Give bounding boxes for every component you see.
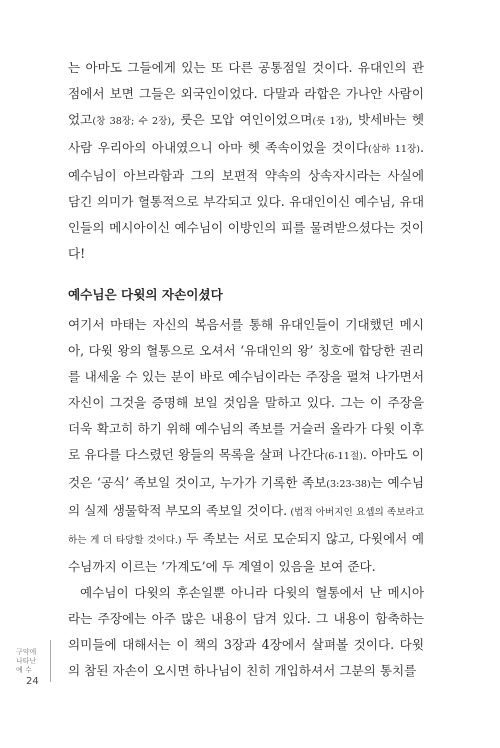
page-number: 24 (26, 676, 39, 687)
running-title-line: 구약에 (16, 648, 37, 656)
text-run: , 룻은 모압 여인이었으며 (171, 112, 313, 127)
paragraph (68, 312, 424, 580)
verse-reference: (6-11절) (324, 451, 363, 462)
text-run: 는 아마도 그들에게 있는 또 다른 공통점일 것이다. 유대인의 관점에서 보면 그들은 외국인이었다. 다말과 라합은 가나안 사람이었고 (68, 60, 424, 127)
section-heading: 예수님은 다윗의 자손이셨다 (68, 287, 223, 302)
text-run: 두 족보는 서로 모순되지 않고, 다윗에서 예수님까지 이르는 ‘가계도’에 두 계열이 있음을 보여 준다. (68, 531, 425, 574)
paragraph (68, 55, 424, 267)
citation-note: (창 38장; 수 2장) (92, 116, 172, 127)
text-run: , 밧세바는 헷 사람 우리아의 아내였으니 아마 헷 족속이었을 것이다 (68, 112, 425, 155)
parenthetical-note: (법적 아버지인 요셉의 족보라고 하는 게 더 타당할 것이다.) (68, 507, 424, 546)
citation-note: (룻 1장) (312, 116, 349, 127)
paragraph: 예수님이 다윗의 후손일뿐 아니라 다윗의 혈통에서 난 메시아라는 주장에는 아주 많은 내용이 담겨 있다. 그 내용이 함축하는 의미들에 대해서는 이 책의 3장과 4장에서 살펴볼 것이다. 다윗의 참된 자손이 오시면 하나님이 친히 개입하셔서 그분의 통치를 (68, 585, 424, 678)
running-book-title (16, 648, 46, 675)
section-body (68, 312, 424, 684)
text-run: . 예수님이 아브라함과 그의 보편적 약속의 상속자시라는 사실에 담긴 의미가 혈통적으로 부각되고 있다. 유대인이신 예수님, 유대인들의 메시아이신 예수님이 이방인의 피를 물려받으셨다는 것이다! (68, 140, 425, 261)
margin-divider (50, 640, 51, 682)
text-run: 는 예수님의 실제 생물학적 부모의 족보일 것이다. (68, 475, 424, 518)
citation-note: (삼하 11장) (368, 144, 420, 155)
running-title-line: 예 수 (16, 666, 32, 674)
text-run: 여기서 마태는 자신의 복음서를 통해 유대인들이 기대했던 메시아, 다윗 왕의 혈통으로 오셔서 ‘유대인의 왕’ 칭호에 합당한 권리를 내세울 수 있는 분이 바로 예수님이라는 주장을 펼쳐 나가면서 자신이 그것을 증명해 보일 것임을 말하고 있다. 그는 이 주장을 더욱 확고히 하기 위해 예수님의 족보를 거슬러 올라가 다윗 이후로 유다를 다스렸던 왕들의 목록을 살펴 나간다 (68, 317, 424, 462)
text-run: . 아마도 이것은 ‘공식’ 족보일 것이고, 누가가 기록한 족보 (68, 447, 425, 490)
verse-reference: (3:23-38) (326, 479, 371, 490)
paragraph-continued (68, 55, 424, 267)
running-title-line: 나타난 (16, 657, 37, 665)
